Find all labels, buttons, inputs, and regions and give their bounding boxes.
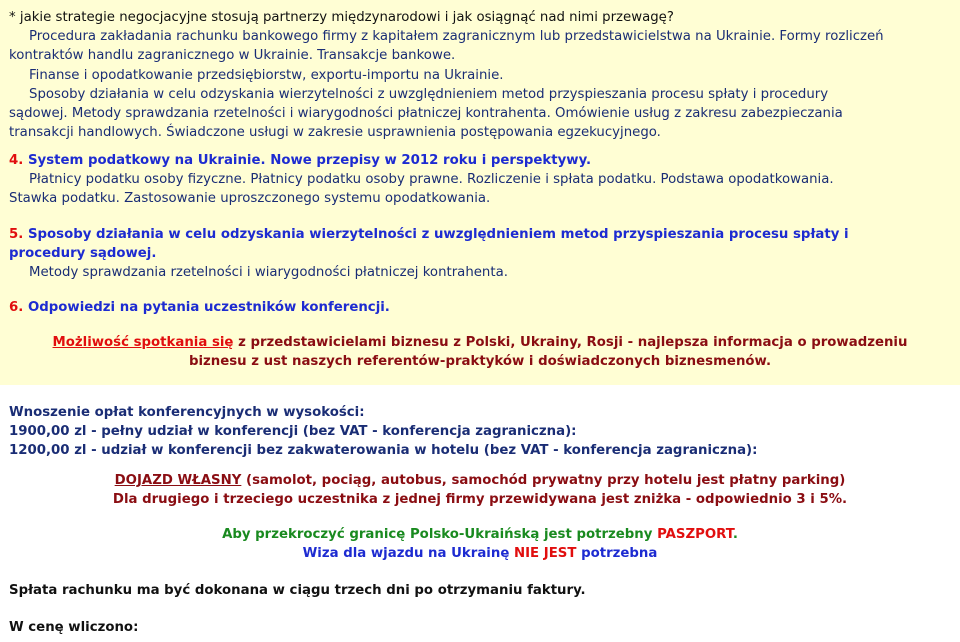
border-text: Aby przekroczyć granicę Polsko-Ukraińską jest potrzebny bbox=[222, 527, 658, 542]
fees-panel bbox=[0, 396, 960, 642]
section-title: Sposoby działania w celu odzyskania wierzytelności z uwzględnieniem metod przyspieszania procesu spłaty i bbox=[27, 227, 849, 242]
section-number: 5. bbox=[9, 227, 24, 242]
passport-word: PASZPORT bbox=[657, 527, 733, 542]
strategy-question: * jakie strategie negocjacyjne stosują partnerzy międzynarodowi i jak osiągnąć nad nimi przewagę? bbox=[9, 10, 674, 25]
visa-info bbox=[0, 544, 960, 563]
payment-terms: Spłata rachunku ma być dokonana w ciągu trzech dni po otrzymaniu faktury. bbox=[9, 583, 586, 598]
program-line: Finanse i opodatkowanie przedsiębiorstw, exportu-importu na Ukrainie. bbox=[29, 68, 504, 83]
program-line: sądowej. Metody sprawdzania rzetelności i wiarygodności płatniczej kontrahenta. Omówienie usług z zakresu zabezpieczania bbox=[9, 106, 843, 121]
fee-full: 1900,00 zl - pełny udział w konferencji (bez VAT - konferencja zagraniczna): bbox=[9, 424, 577, 439]
program-line: kontraktów handlu zagranicznego w Ukrainie. Transakcje bankowe. bbox=[9, 48, 456, 63]
visa-not: NIE JEST bbox=[513, 546, 577, 561]
section-5-heading bbox=[9, 225, 849, 244]
networking-highlight bbox=[0, 333, 960, 352]
travel-details: (samolot, pociąg, autobus, samochód prywatny przy hotelu jest płatny parking) bbox=[241, 473, 846, 488]
section-4-line: Płatnicy podatku osoby fizyczne. Płatnicy podatku osoby prawne. Rozliczenie i spłata podatku. Podstawa opodatkowania. bbox=[29, 172, 834, 187]
highlight-lead: Możliwość spotkania się bbox=[52, 335, 234, 350]
section-number: 6. bbox=[9, 300, 24, 315]
visa-end: potrzebna bbox=[576, 546, 658, 561]
border-end: . bbox=[732, 527, 738, 542]
fee-no-hotel: 1200,00 zl - udział w konferencji bez zakwaterowania w hotelu (bez VAT - konferencja zagraniczna): bbox=[9, 443, 758, 458]
highlight-text: biznesu z ust naszych referentów-praktyków i doświadczonych biznesmenów. bbox=[188, 354, 772, 369]
travel-label: DOJAZD WŁASNY bbox=[114, 473, 242, 488]
travel-info bbox=[0, 471, 960, 490]
fees-heading: Wnoszenie opłat konferencyjnych w wysokości: bbox=[9, 405, 365, 420]
program-line: Procedura zakładania rachunku bankowego firmy z kapitałem zagranicznym lub przedstawicielstwa na Ukrainie. Formy rozliczeń bbox=[29, 29, 884, 44]
section-4-heading bbox=[9, 151, 591, 170]
section-4-line: Stawka podatku. Zastosowanie uproszczonego systemu opodatkowania. bbox=[9, 191, 491, 206]
program-line: transakcji handlowych. Świadczone usługi w zakresie usprawnienia postępowania egzekucyjnego. bbox=[9, 125, 661, 140]
section-title: Odpowiedzi na pytania uczestników konferencji. bbox=[27, 300, 390, 315]
discount-info: Dla drugiego i trzeciego uczestnika z jednej firmy przewidywana jest zniżka - odpowiednio 3 i 5%. bbox=[112, 492, 848, 507]
highlight-text: z przedstawicielami biznesu z Polski, Ukrainy, Rosji - najlepsza informacja o prowadzeniu bbox=[233, 335, 908, 350]
program-line: Sposoby działania w celu odzyskania wierzytelności z uwzględnieniem metod przyspieszania procesu spłaty i procedury bbox=[29, 87, 829, 102]
passport-info bbox=[0, 525, 960, 544]
section-5-line: Metody sprawdzania rzetelności i wiarygodności płatniczej kontrahenta. bbox=[29, 265, 508, 280]
price-includes: W cenę wliczono: bbox=[9, 620, 139, 635]
section-title: System podatkowy na Ukrainie. Nowe przepisy w 2012 roku i perspektywy. bbox=[27, 153, 592, 168]
section-5-heading-cont: procedury sądowej. bbox=[9, 246, 157, 261]
section-number: 4. bbox=[9, 153, 24, 168]
section-6-heading bbox=[9, 298, 390, 317]
visa-text: Wiza dla wjazdu na Ukrainę bbox=[302, 546, 514, 561]
